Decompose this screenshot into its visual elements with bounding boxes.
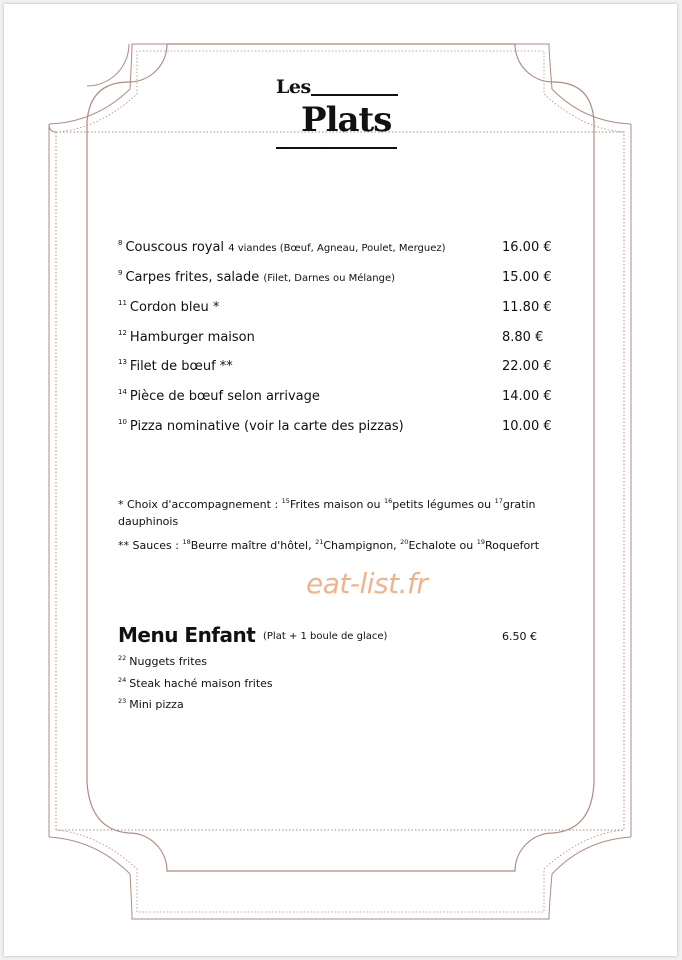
- kids-menu-item: [118, 676, 273, 690]
- dish-row: [118, 269, 395, 285]
- kids-menu-item: [118, 654, 207, 668]
- accompaniment-note: [118, 493, 578, 530]
- left-scallop-top: [87, 44, 129, 86]
- dish-name: Cordon bleu *: [129, 300, 220, 315]
- dish-name: Filet de bœuf **: [129, 359, 233, 374]
- dish-name: Couscous royal: [125, 240, 225, 255]
- dish-name: Pièce de bœuf selon arrivage: [129, 389, 320, 404]
- kids-item-name: Nuggets frites: [129, 655, 208, 668]
- dish-name: Pizza nominative (voir la carte des pizzas): [129, 419, 404, 434]
- note-text: petits légumes ou: [392, 498, 495, 511]
- inner-dotted-border: [56, 132, 624, 830]
- dish-row: [118, 299, 219, 315]
- dish-name: Hamburger maison: [129, 330, 255, 345]
- note-number: 19: [476, 538, 486, 546]
- note-number: 20: [400, 538, 409, 546]
- dish-price: 14.00 €: [502, 389, 552, 404]
- kids-item-number: 23: [118, 697, 127, 705]
- outer-frame-border: [87, 44, 594, 871]
- note-text: ** Sauces :: [118, 539, 183, 552]
- dish-row: [118, 388, 320, 404]
- note-text: gratin dauphinois: [118, 498, 536, 528]
- kids-item-name: Steak haché maison frites: [129, 677, 273, 690]
- dish-price: 8.80 €: [502, 330, 544, 345]
- title-plats: Plats: [301, 100, 392, 140]
- watermark: eat-list.fr: [306, 567, 428, 600]
- dish-price: 22.00 €: [502, 359, 552, 374]
- kids-menu-title: Menu Enfant: [118, 623, 256, 647]
- note-text: Champignon,: [323, 539, 401, 552]
- dish-price: 10.00 €: [502, 419, 552, 434]
- dish-number: 9: [118, 269, 123, 277]
- title-underline: [311, 94, 398, 96]
- kids-item-number: 24: [118, 676, 127, 684]
- dish-price: 11.80 €: [502, 300, 552, 315]
- dish-number: 14: [118, 388, 127, 396]
- note-text: Echalote ou: [408, 539, 477, 552]
- sauces-note: [118, 534, 578, 554]
- dish-price: 16.00 €: [502, 240, 552, 255]
- dish-price: 15.00 €: [502, 270, 552, 285]
- kids-menu-price: 6.50 €: [502, 630, 537, 643]
- dish-detail: (Filet, Darnes ou Mélange): [263, 273, 396, 284]
- dish-number: 11: [118, 299, 127, 307]
- kids-menu-item: [118, 697, 184, 711]
- note-number: 18: [182, 538, 191, 546]
- note-text: Roquefort: [485, 539, 540, 552]
- note-text: Frites maison ou: [289, 498, 384, 511]
- title-underline: [276, 147, 397, 149]
- dish-row: [118, 329, 255, 345]
- dish-number: 8: [118, 239, 123, 247]
- dish-row: [118, 239, 446, 255]
- dish-row: [118, 418, 404, 434]
- note-text: * Choix d'accompagnement :: [118, 498, 282, 511]
- note-text: Beurre maître d'hôtel,: [190, 539, 316, 552]
- note-number: 21: [315, 538, 324, 546]
- note-number: 15: [281, 497, 290, 505]
- dish-number: 12: [118, 329, 127, 337]
- kids-item-number: 22: [118, 654, 127, 662]
- dish-number: 13: [118, 358, 127, 366]
- dish-detail: 4 viandes (Bœuf, Agneau, Poulet, Merguez): [228, 243, 446, 254]
- dish-number: 10: [118, 418, 127, 426]
- dish-row: [118, 358, 233, 374]
- menu-page: [4, 4, 677, 956]
- dish-name: Carpes frites, salade: [125, 270, 260, 285]
- kids-menu-subtitle: (Plat + 1 boule de glace): [263, 631, 388, 642]
- kids-item-name: Mini pizza: [129, 698, 184, 711]
- note-number: 16: [384, 497, 393, 505]
- title-les: Les: [276, 76, 311, 98]
- note-number: 17: [494, 497, 503, 505]
